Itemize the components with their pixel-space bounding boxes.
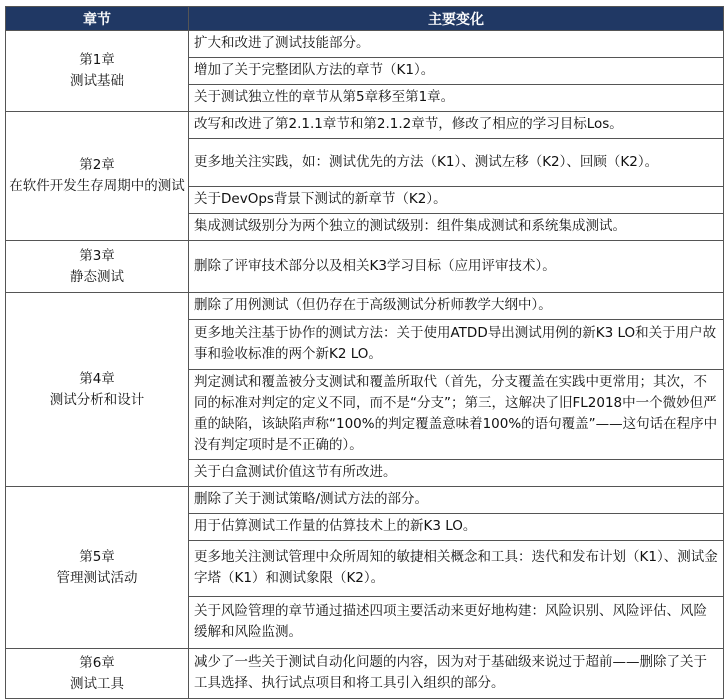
chapter-title: 在软件开发生存周期中的测试 — [9, 178, 185, 194]
chapter-number: 第3章 — [79, 247, 115, 264]
chapter-cell — [6, 649, 189, 699]
header-main-changes: 主要变化 — [189, 7, 724, 31]
change-cell: 改写和改进了第2.1.1章节和第2.1.2章节，修改了相应的学习目标Los。 — [189, 112, 724, 139]
change-cell: 关于风险管理的章节通过描述四项主要活动来更好地构建：风险识别、风险评估、风险缓解和风险监测。 — [189, 597, 724, 649]
change-cell: 用于估算测试工作量的估算技术上的新K3 LO。 — [189, 514, 724, 541]
change-cell: 更多地关注测试管理中众所周知的敏捷相关概念和工具：迭代和发布计划（K1）、测试金字塔（K1）和测试象限（K2）。 — [189, 541, 724, 597]
change-cell: 增加了关于完整团队方法的章节（K1）。 — [189, 58, 724, 85]
change-cell: 更多地关注基于协作的测试方法：关于使用ATDD导出测试用例的新K3 LO和关于用户故事和验收标准的两个新K2 LO。 — [189, 320, 724, 370]
chapter-number: 第2章 — [79, 157, 115, 173]
chapter-number: 第5章 — [79, 548, 115, 565]
chapter-title: 测试工具 — [70, 675, 124, 692]
chapter-cell — [6, 487, 189, 649]
chapter-number: 第6章 — [79, 654, 115, 671]
change-cell: 判定测试和覆盖被分支测试和覆盖所取代（首先，分支覆盖在实践中更常用；其次，不同的标准对判定的定义不同，而不是“分支”；第三，这解决了旧FL2018中一个微妙但严重的缺陷，该缺陷声称“100%的判定覆盖意味着100%的语句覆盖”——这句话在程序中没有判定项时是不正确的）。 — [189, 370, 724, 460]
table-row — [6, 487, 724, 514]
change-cell: 关于测试独立性的章节从第5章移至第1章。 — [189, 85, 724, 112]
chapter-cell — [6, 31, 189, 112]
table-row — [6, 293, 724, 320]
syllabus-changes-table — [5, 6, 724, 699]
change-cell: 减少了一些关于测试自动化问题的内容，因为对于基础级来说过于超前——删除了关于工具选择、执行试点项目和将工具引入组织的部分。 — [189, 649, 724, 699]
chapter-cell — [6, 241, 189, 293]
change-cell: 集成测试级别分为两个独立的测试级别：组件集成测试和系统集成测试。 — [189, 214, 724, 241]
change-cell: 删除了评审技术部分以及相关K3学习目标（应用评审技术）。 — [189, 241, 724, 293]
change-cell: 关于白盒测试价值这节有所改进。 — [189, 460, 724, 487]
chapter-number: 第1章 — [79, 52, 115, 68]
table-row — [6, 31, 724, 58]
table-row — [6, 112, 724, 139]
chapter-title: 测试基础 — [70, 73, 124, 89]
chapter-title: 管理测试活动 — [56, 569, 138, 586]
table-row — [6, 649, 724, 699]
change-cell: 更多地关注实践，如：测试优先的方法（K1）、测试左移（K2）、回顾（K2）。 — [189, 139, 724, 187]
change-cell: 删除了关于测试策略/测试方法的部分。 — [189, 487, 724, 514]
header-chapter: 章节 — [6, 7, 189, 31]
change-cell: 关于DevOps背景下测试的新章节（K2）。 — [189, 187, 724, 214]
chapter-title: 测试分析和设计 — [49, 391, 145, 408]
chapter-number: 第4章 — [79, 370, 115, 387]
chapter-cell — [6, 112, 189, 241]
table-row — [6, 241, 724, 293]
change-cell: 删除了用例测试（但仍存在于高级测试分析师教学大纲中）。 — [189, 293, 724, 320]
table-header-row — [6, 7, 724, 31]
chapter-cell — [6, 293, 189, 487]
chapter-title: 静态测试 — [70, 268, 124, 285]
change-cell: 扩大和改进了测试技能部分。 — [189, 31, 724, 58]
